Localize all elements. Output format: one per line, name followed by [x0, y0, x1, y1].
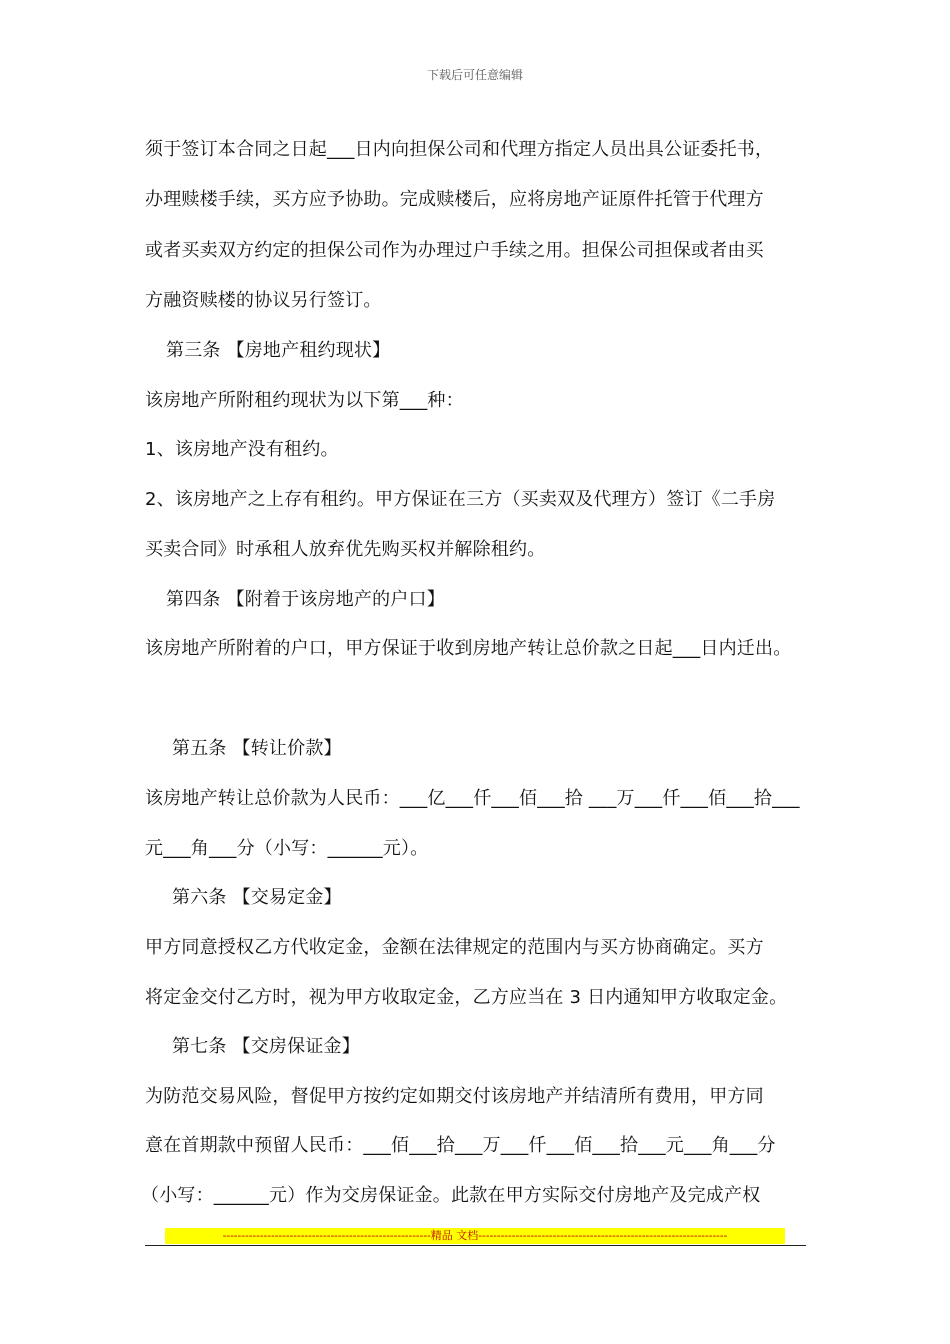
article-heading-5: 第五条 【转让价款】 — [172, 738, 342, 759]
body-line: 该房地产所附租约现状为以下第___种： — [145, 390, 464, 411]
footer-divider — [145, 1245, 806, 1246]
body-line: 买卖合同》时承租人放弃优先购买权并解除租约。 — [145, 539, 546, 560]
footer-label: --------------------------------------------------------精品 文档------------------------------------------------------------------- — [222, 1229, 728, 1242]
article-heading-6: 第六条 【交易定金】 — [172, 887, 342, 908]
body-line: 意在首期款中预留人民币：___佰___拾___万___仟___佰___拾___元___角___分 — [145, 1135, 776, 1156]
body-line: 为防范交易风险，督促甲方按约定如期交付该房地产并结清所有费用，甲方同 — [145, 1086, 764, 1107]
body-line: 将定金交付乙方时，视为甲方收取定金，乙方应当在 3 日内通知甲方收取定金。 — [145, 987, 788, 1008]
body-line: 或者买卖双方约定的担保公司作为办理过户手续之用。担保公司担保或者由买 — [145, 240, 764, 261]
body-line: 办理赎楼手续，买方应予协助。完成赎楼后，应将房地产证原件托管于代理方 — [145, 189, 764, 210]
body-line: 须于签订本合同之日起___日内向担保公司和代理方指定人员出具公证委托书， — [145, 139, 774, 160]
body-line: 元___角___分（小写：______元）。 — [145, 838, 429, 859]
body-line: 1、该房地产没有租约。 — [145, 439, 339, 460]
body-line: 2、该房地产之上存有租约。甲方保证在三方（买卖双及代理方）签订《二手房 — [145, 489, 776, 510]
body-line: 该房地产所附着的户口，甲方保证于收到房地产转让总价款之日起___日内迁出。 — [145, 638, 792, 659]
article-heading-3: 第三条 【房地产租约现状】 — [166, 340, 391, 361]
body-line: 甲方同意授权乙方代收定金，金额在法律规定的范围内与买方协商确定。买方 — [145, 937, 764, 958]
body-line: （小写：______元）作为交房保证金。此款在甲方实际交付房地产及完成产权 — [141, 1185, 761, 1206]
article-heading-4: 第四条 【附着于该房地产的户口】 — [166, 589, 445, 610]
page-header-note: 下载后可任意编辑 — [426, 68, 523, 82]
body-line: 该房地产转让总价款为人民币：___亿___仟___佰___拾 ___万___仟___佰___拾___ — [145, 788, 800, 809]
article-heading-7: 第七条 【交房保证金】 — [172, 1036, 360, 1057]
body-line: 方融资赎楼的协议另行签订。 — [145, 290, 382, 311]
